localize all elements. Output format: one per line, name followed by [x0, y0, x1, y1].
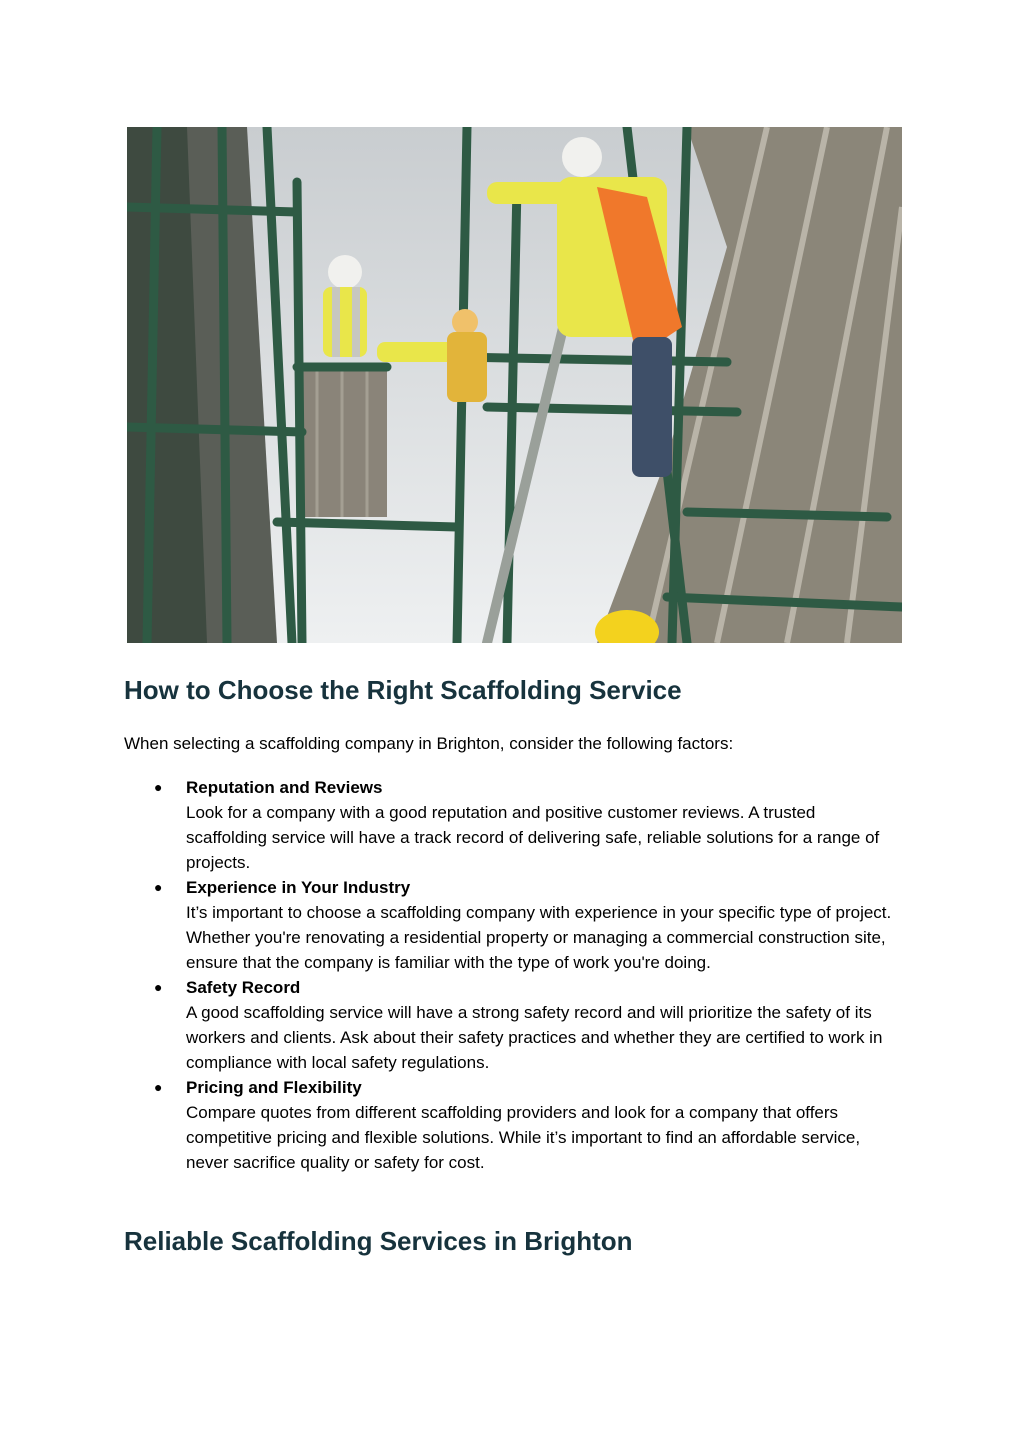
- factor-description: Compare quotes from different scaffolding providers and look for a company that offers competitive pricing and flexible solutions. While it’s important to find an affordable service, never sacrifice quality or safety for cost.: [186, 1103, 861, 1172]
- intro-paragraph: When selecting a scaffolding company in Brighton, consider the following factors:: [124, 734, 734, 753]
- factor-title: Reputation and Reviews: [186, 778, 383, 797]
- scaffolding-illustration: [127, 127, 902, 643]
- worker-left: [323, 255, 367, 357]
- section-heading-reliable-services: Reliable Scaffolding Services in Brighton: [124, 1226, 633, 1256]
- list-item-reputation: [124, 775, 904, 875]
- bullet-icon: ●: [154, 1079, 163, 1095]
- list-item-safety: [124, 975, 904, 1075]
- section-heading-how-to-choose: How to Choose the Right Scaffolding Service: [124, 675, 682, 705]
- list-item-pricing: [124, 1075, 904, 1175]
- factor-description: Look for a company with a good reputation and positive customer reviews. A trusted scaffolding service will have a track record of delivering safe, reliable solutions for a range of projects.: [186, 803, 880, 872]
- bullet-icon: ●: [154, 979, 163, 995]
- bullet-icon: ●: [154, 779, 163, 795]
- list-item-experience: [124, 875, 904, 975]
- factor-title: Pricing and Flexibility: [186, 1078, 362, 1097]
- factors-list: [124, 775, 904, 1175]
- factor-title: Experience in Your Industry: [186, 878, 411, 897]
- scaffolding-workers-photo: [127, 127, 902, 643]
- bullet-icon: ●: [154, 879, 163, 895]
- factor-description: A good scaffolding service will have a strong safety record and will prioritize the safety of its workers and clients. Ask about their safety practices and whether they are certified to work in compliance with local safety regulations.: [186, 1003, 883, 1072]
- factor-title: Safety Record: [186, 978, 301, 997]
- factor-description: It’s important to choose a scaffolding company with experience in your specific type of project. Whether you're renovating a residential property or managing a commercial construction site, ensure that the company is familiar with the type of work you're doing.: [186, 903, 892, 972]
